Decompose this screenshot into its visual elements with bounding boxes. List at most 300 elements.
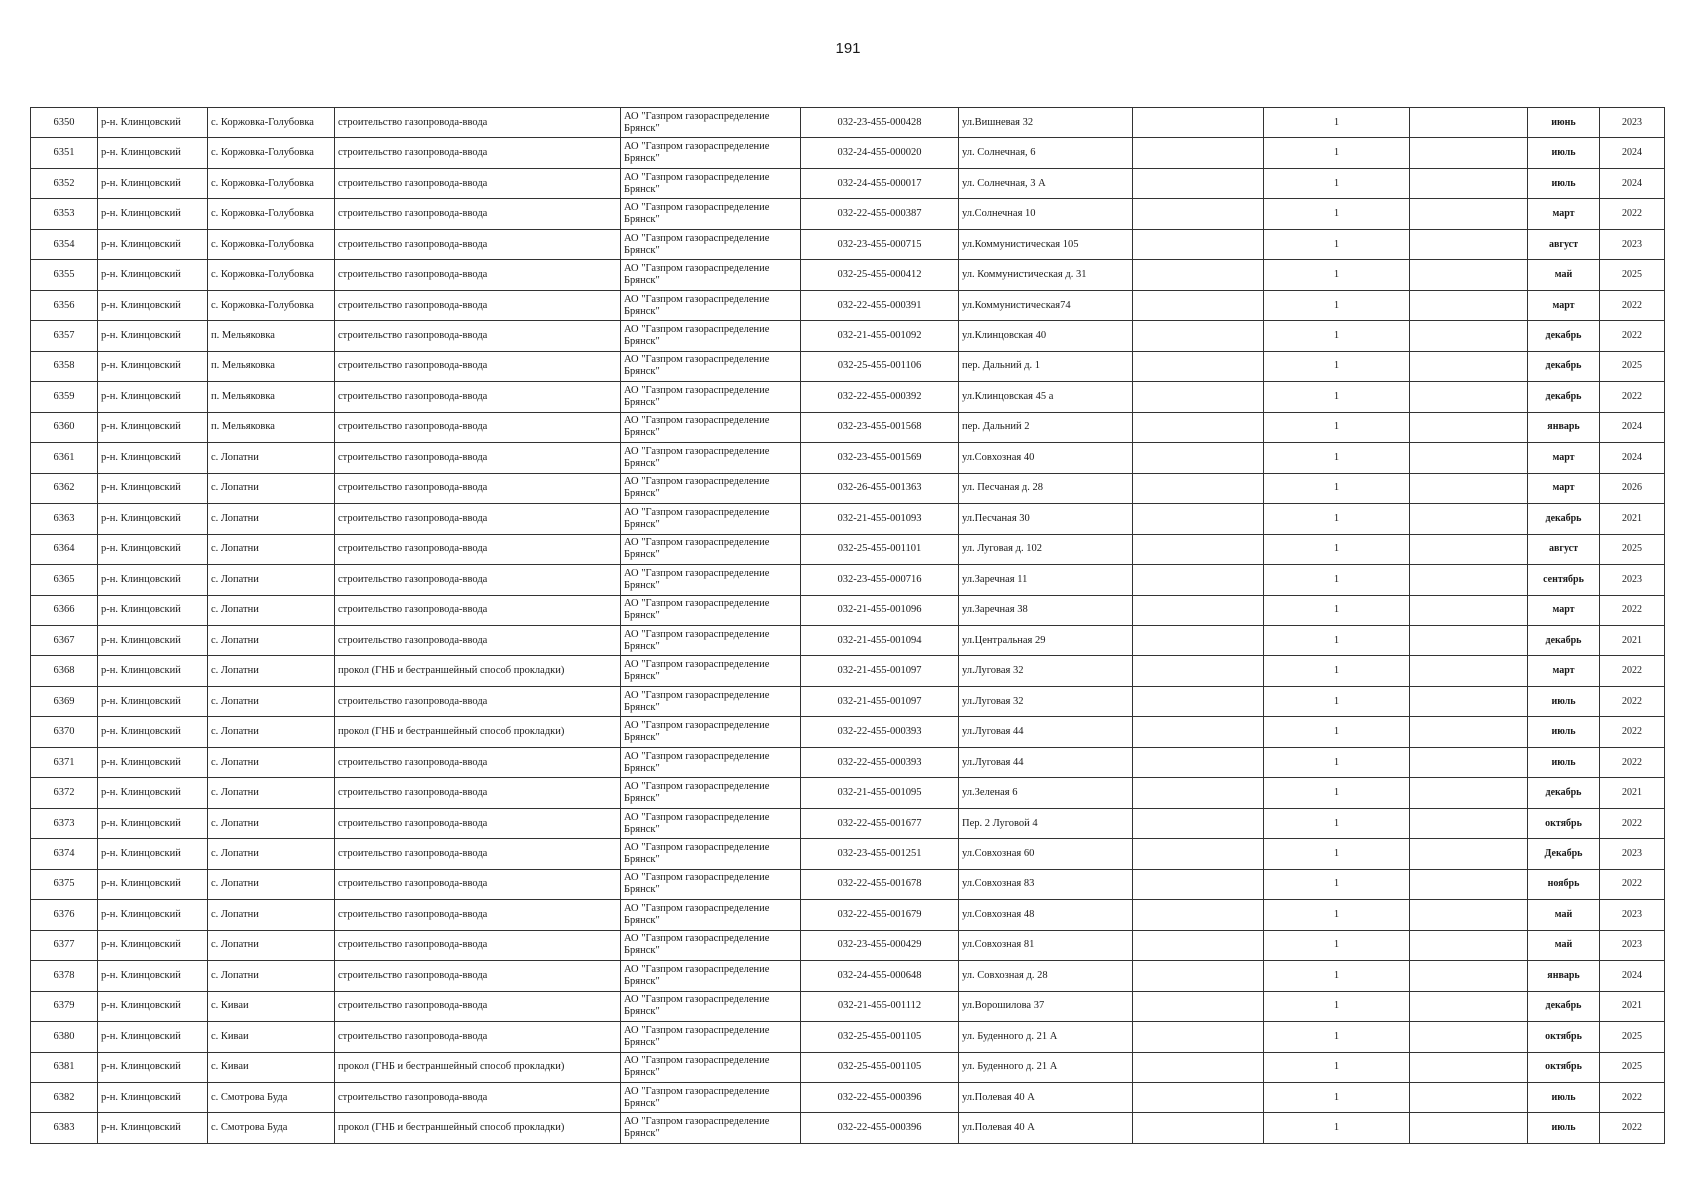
locality-cell: п. Мельяковка — [208, 382, 335, 412]
row-number: 6368 — [31, 656, 98, 686]
table-row — [31, 1113, 1665, 1144]
organization-cell: АО "Газпром газораспределение Брянск" — [621, 625, 801, 655]
year-cell: 2022 — [1600, 717, 1665, 747]
organization-cell: АО "Газпром газораспределение Брянск" — [621, 138, 801, 168]
year-cell: 2022 — [1600, 290, 1665, 320]
empty-cell — [1133, 443, 1264, 473]
work-type-cell: прокол (ГНБ и бестраншейный способ прокладки) — [335, 717, 621, 747]
row-number: 6362 — [31, 473, 98, 503]
row-number: 6377 — [31, 930, 98, 960]
empty-cell — [1410, 321, 1528, 351]
organization-cell: АО "Газпром газораспределение Брянск" — [621, 443, 801, 473]
empty-cell — [1410, 290, 1528, 320]
quantity-cell: 1 — [1264, 504, 1410, 534]
district-cell: р-н. Клинцовский — [98, 138, 208, 168]
district-cell: р-н. Клинцовский — [98, 565, 208, 595]
empty-cell — [1410, 199, 1528, 229]
district-cell: р-н. Клинцовский — [98, 534, 208, 564]
locality-cell: с. Лопатни — [208, 473, 335, 503]
address-cell: ул.Совхозная 83 — [959, 869, 1133, 899]
empty-cell — [1133, 473, 1264, 503]
organization-cell: АО "Газпром газораспределение Брянск" — [621, 1083, 801, 1113]
address-cell: ул.Заречная 38 — [959, 595, 1133, 625]
locality-cell: с. Лопатни — [208, 565, 335, 595]
month-cell: январь — [1528, 961, 1600, 991]
address-cell: Пер. 2 Луговой 4 — [959, 808, 1133, 838]
quantity-cell: 1 — [1264, 900, 1410, 930]
address-cell: ул. Совхозная д. 28 — [959, 961, 1133, 991]
table-row — [31, 565, 1665, 595]
quantity-cell: 1 — [1264, 1022, 1410, 1052]
organization-cell: АО "Газпром газораспределение Брянск" — [621, 869, 801, 899]
table-row — [31, 138, 1665, 168]
district-cell: р-н. Клинцовский — [98, 260, 208, 290]
quantity-cell: 1 — [1264, 656, 1410, 686]
address-cell: ул. Солнечная, 6 — [959, 138, 1133, 168]
quantity-cell: 1 — [1264, 108, 1410, 138]
row-number: 6370 — [31, 717, 98, 747]
empty-cell — [1133, 686, 1264, 716]
empty-cell — [1410, 900, 1528, 930]
table-row — [31, 991, 1665, 1021]
year-cell: 2022 — [1600, 321, 1665, 351]
quantity-cell: 1 — [1264, 717, 1410, 747]
year-cell: 2022 — [1600, 595, 1665, 625]
month-cell: март — [1528, 595, 1600, 625]
month-cell: январь — [1528, 412, 1600, 442]
address-cell: ул. Солнечная, 3 А — [959, 168, 1133, 198]
organization-cell: АО "Газпром газораспределение Брянск" — [621, 1052, 801, 1082]
organization-cell: АО "Газпром газораспределение Брянск" — [621, 504, 801, 534]
organization-cell: АО "Газпром газораспределение Брянск" — [621, 108, 801, 138]
empty-cell — [1410, 808, 1528, 838]
empty-cell — [1133, 991, 1264, 1021]
locality-cell: с. Коржовка-Голубовка — [208, 168, 335, 198]
address-cell: ул.Совхозная 81 — [959, 930, 1133, 960]
empty-cell — [1410, 1113, 1528, 1144]
year-cell: 2024 — [1600, 412, 1665, 442]
year-cell: 2022 — [1600, 199, 1665, 229]
object-code-cell: 032-22-455-000393 — [801, 717, 959, 747]
row-number: 6361 — [31, 443, 98, 473]
table-row — [31, 290, 1665, 320]
month-cell: июль — [1528, 717, 1600, 747]
month-cell: июль — [1528, 138, 1600, 168]
month-cell: май — [1528, 930, 1600, 960]
quantity-cell: 1 — [1264, 686, 1410, 716]
empty-cell — [1133, 290, 1264, 320]
organization-cell: АО "Газпром газораспределение Брянск" — [621, 382, 801, 412]
empty-cell — [1133, 869, 1264, 899]
year-cell: 2022 — [1600, 747, 1665, 777]
locality-cell: с. Киваи — [208, 1052, 335, 1082]
year-cell: 2022 — [1600, 1113, 1665, 1144]
district-cell: р-н. Клинцовский — [98, 991, 208, 1021]
row-number: 6350 — [31, 108, 98, 138]
quantity-cell: 1 — [1264, 534, 1410, 564]
month-cell: март — [1528, 443, 1600, 473]
quantity-cell: 1 — [1264, 778, 1410, 808]
district-cell: р-н. Клинцовский — [98, 229, 208, 259]
year-cell: 2025 — [1600, 260, 1665, 290]
empty-cell — [1133, 199, 1264, 229]
year-cell: 2024 — [1600, 168, 1665, 198]
year-cell: 2022 — [1600, 808, 1665, 838]
empty-cell — [1133, 138, 1264, 168]
locality-cell: п. Мельяковка — [208, 351, 335, 381]
organization-cell: АО "Газпром газораспределение Брянск" — [621, 991, 801, 1021]
locality-cell: с. Смотрова Буда — [208, 1083, 335, 1113]
row-number: 6374 — [31, 839, 98, 869]
table-row — [31, 839, 1665, 869]
organization-cell: АО "Газпром газораспределение Брянск" — [621, 565, 801, 595]
empty-cell — [1410, 260, 1528, 290]
address-cell: ул.Клинцовская 40 — [959, 321, 1133, 351]
row-number: 6360 — [31, 412, 98, 442]
empty-cell — [1133, 412, 1264, 442]
locality-cell: с. Коржовка-Голубовка — [208, 260, 335, 290]
district-cell: р-н. Клинцовский — [98, 168, 208, 198]
organization-cell: АО "Газпром газораспределение Брянск" — [621, 473, 801, 503]
table-row — [31, 930, 1665, 960]
work-type-cell: строительство газопровода-ввода — [335, 961, 621, 991]
row-number: 6375 — [31, 869, 98, 899]
month-cell: март — [1528, 199, 1600, 229]
object-code-cell: 032-25-455-000412 — [801, 260, 959, 290]
empty-cell — [1133, 808, 1264, 838]
empty-cell — [1133, 260, 1264, 290]
object-code-cell: 032-26-455-001363 — [801, 473, 959, 503]
work-type-cell: строительство газопровода-ввода — [335, 199, 621, 229]
quantity-cell: 1 — [1264, 747, 1410, 777]
work-type-cell: строительство газопровода-ввода — [335, 108, 621, 138]
register-table — [30, 107, 1665, 1144]
district-cell: р-н. Клинцовский — [98, 717, 208, 747]
object-code-cell: 032-23-455-000715 — [801, 229, 959, 259]
locality-cell: с. Коржовка-Голубовка — [208, 108, 335, 138]
row-number: 6352 — [31, 168, 98, 198]
work-type-cell: строительство газопровода-ввода — [335, 595, 621, 625]
empty-cell — [1133, 504, 1264, 534]
district-cell: р-н. Клинцовский — [98, 1052, 208, 1082]
work-type-cell: строительство газопровода-ввода — [335, 991, 621, 1021]
month-cell: ноябрь — [1528, 869, 1600, 899]
row-number: 6365 — [31, 565, 98, 595]
month-cell: октябрь — [1528, 808, 1600, 838]
address-cell: ул.Коммунистическая 105 — [959, 229, 1133, 259]
locality-cell: с. Коржовка-Голубовка — [208, 229, 335, 259]
locality-cell: с. Лопатни — [208, 839, 335, 869]
locality-cell: с. Лопатни — [208, 686, 335, 716]
year-cell: 2025 — [1600, 351, 1665, 381]
year-cell: 2025 — [1600, 534, 1665, 564]
address-cell: ул.Совхозная 40 — [959, 443, 1133, 473]
empty-cell — [1133, 900, 1264, 930]
object-code-cell: 032-21-455-001097 — [801, 686, 959, 716]
object-code-cell: 032-23-455-001568 — [801, 412, 959, 442]
empty-cell — [1410, 168, 1528, 198]
address-cell: ул.Вишневая 32 — [959, 108, 1133, 138]
organization-cell: АО "Газпром газораспределение Брянск" — [621, 290, 801, 320]
locality-cell: с. Смотрова Буда — [208, 1113, 335, 1144]
object-code-cell: 032-21-455-001092 — [801, 321, 959, 351]
locality-cell: с. Лопатни — [208, 747, 335, 777]
quantity-cell: 1 — [1264, 930, 1410, 960]
address-cell: ул.Ворошилова 37 — [959, 991, 1133, 1021]
organization-cell: АО "Газпром газораспределение Брянск" — [621, 930, 801, 960]
locality-cell: с. Коржовка-Голубовка — [208, 290, 335, 320]
month-cell: август — [1528, 229, 1600, 259]
year-cell: 2024 — [1600, 138, 1665, 168]
row-number: 6378 — [31, 961, 98, 991]
row-number: 6358 — [31, 351, 98, 381]
row-number: 6354 — [31, 229, 98, 259]
locality-cell: с. Лопатни — [208, 656, 335, 686]
work-type-cell: строительство газопровода-ввода — [335, 351, 621, 381]
work-type-cell: строительство газопровода-ввода — [335, 1083, 621, 1113]
district-cell: р-н. Клинцовский — [98, 290, 208, 320]
empty-cell — [1410, 565, 1528, 595]
quantity-cell: 1 — [1264, 1113, 1410, 1144]
locality-cell: с. Киваи — [208, 991, 335, 1021]
address-cell: ул.Клинцовская 45 а — [959, 382, 1133, 412]
organization-cell: АО "Газпром газораспределение Брянск" — [621, 900, 801, 930]
district-cell: р-н. Клинцовский — [98, 686, 208, 716]
object-code-cell: 032-23-455-001251 — [801, 839, 959, 869]
table-row — [31, 534, 1665, 564]
empty-cell — [1410, 108, 1528, 138]
row-number: 6357 — [31, 321, 98, 351]
month-cell: декабрь — [1528, 382, 1600, 412]
empty-cell — [1410, 869, 1528, 899]
work-type-cell: строительство газопровода-ввода — [335, 382, 621, 412]
empty-cell — [1410, 839, 1528, 869]
work-type-cell: прокол (ГНБ и бестраншейный способ прокладки) — [335, 1113, 621, 1144]
empty-cell — [1410, 625, 1528, 655]
object-code-cell: 032-23-455-000716 — [801, 565, 959, 595]
locality-cell: с. Лопатни — [208, 504, 335, 534]
row-number: 6363 — [31, 504, 98, 534]
quantity-cell: 1 — [1264, 808, 1410, 838]
quantity-cell: 1 — [1264, 443, 1410, 473]
object-code-cell: 032-22-455-000391 — [801, 290, 959, 320]
quantity-cell: 1 — [1264, 138, 1410, 168]
district-cell: р-н. Клинцовский — [98, 412, 208, 442]
work-type-cell: строительство газопровода-ввода — [335, 290, 621, 320]
quantity-cell: 1 — [1264, 260, 1410, 290]
locality-cell: п. Мельяковка — [208, 321, 335, 351]
month-cell: июнь — [1528, 108, 1600, 138]
empty-cell — [1133, 839, 1264, 869]
empty-cell — [1133, 534, 1264, 564]
quantity-cell: 1 — [1264, 595, 1410, 625]
object-code-cell: 032-21-455-001096 — [801, 595, 959, 625]
month-cell: декабрь — [1528, 991, 1600, 1021]
district-cell: р-н. Клинцовский — [98, 656, 208, 686]
row-number: 6382 — [31, 1083, 98, 1113]
year-cell: 2022 — [1600, 382, 1665, 412]
month-cell: июль — [1528, 1083, 1600, 1113]
address-cell: ул.Песчаная 30 — [959, 504, 1133, 534]
empty-cell — [1410, 1022, 1528, 1052]
work-type-cell: строительство газопровода-ввода — [335, 534, 621, 564]
work-type-cell: строительство газопровода-ввода — [335, 686, 621, 716]
work-type-cell: строительство газопровода-ввода — [335, 260, 621, 290]
organization-cell: АО "Газпром газораспределение Брянск" — [621, 321, 801, 351]
year-cell: 2023 — [1600, 839, 1665, 869]
year-cell: 2023 — [1600, 229, 1665, 259]
empty-cell — [1410, 504, 1528, 534]
empty-cell — [1410, 534, 1528, 564]
month-cell: июль — [1528, 747, 1600, 777]
empty-cell — [1133, 595, 1264, 625]
page-number: 191 — [835, 40, 861, 57]
empty-cell — [1410, 656, 1528, 686]
month-cell: сентябрь — [1528, 565, 1600, 595]
work-type-cell: строительство газопровода-ввода — [335, 747, 621, 777]
empty-cell — [1410, 930, 1528, 960]
object-code-cell: 032-22-455-000392 — [801, 382, 959, 412]
work-type-cell: строительство газопровода-ввода — [335, 138, 621, 168]
object-code-cell: 032-22-455-001677 — [801, 808, 959, 838]
register-rows — [31, 108, 1665, 1144]
quantity-cell: 1 — [1264, 991, 1410, 1021]
empty-cell — [1410, 351, 1528, 381]
locality-cell: с. Лопатни — [208, 961, 335, 991]
work-type-cell: строительство газопровода-ввода — [335, 930, 621, 960]
address-cell: ул.Зеленая 6 — [959, 778, 1133, 808]
organization-cell: АО "Газпром газораспределение Брянск" — [621, 168, 801, 198]
table-row — [31, 961, 1665, 991]
year-cell: 2021 — [1600, 625, 1665, 655]
work-type-cell: строительство газопровода-ввода — [335, 565, 621, 595]
address-cell: ул.Солнечная 10 — [959, 199, 1133, 229]
table-row — [31, 382, 1665, 412]
table-row — [31, 1083, 1665, 1113]
table-row — [31, 504, 1665, 534]
organization-cell: АО "Газпром газораспределение Брянск" — [621, 717, 801, 747]
object-code-cell: 032-25-455-001101 — [801, 534, 959, 564]
row-number: 6369 — [31, 686, 98, 716]
empty-cell — [1410, 991, 1528, 1021]
district-cell: р-н. Клинцовский — [98, 504, 208, 534]
empty-cell — [1410, 1083, 1528, 1113]
object-code-cell: 032-22-455-000396 — [801, 1113, 959, 1144]
address-cell: ул. Буденного д. 21 А — [959, 1022, 1133, 1052]
table-row — [31, 321, 1665, 351]
object-code-cell: 032-23-455-000429 — [801, 930, 959, 960]
month-cell: декабрь — [1528, 321, 1600, 351]
locality-cell: с. Лопатни — [208, 717, 335, 747]
address-cell: ул.Полевая 40 А — [959, 1083, 1133, 1113]
address-cell: ул.Заречная 11 — [959, 565, 1133, 595]
organization-cell: АО "Газпром газораспределение Брянск" — [621, 686, 801, 716]
work-type-cell: строительство газопровода-ввода — [335, 869, 621, 899]
quantity-cell: 1 — [1264, 351, 1410, 381]
empty-cell — [1410, 229, 1528, 259]
empty-cell — [1133, 1113, 1264, 1144]
quantity-cell: 1 — [1264, 473, 1410, 503]
table-row — [31, 229, 1665, 259]
empty-cell — [1410, 382, 1528, 412]
year-cell: 2021 — [1600, 504, 1665, 534]
address-cell: пер. Дальний 2 — [959, 412, 1133, 442]
work-type-cell: прокол (ГНБ и бестраншейный способ прокладки) — [335, 1052, 621, 1082]
year-cell: 2023 — [1600, 930, 1665, 960]
address-cell: пер. Дальний д. 1 — [959, 351, 1133, 381]
empty-cell — [1133, 229, 1264, 259]
object-code-cell: 032-22-455-000396 — [801, 1083, 959, 1113]
organization-cell: АО "Газпром газораспределение Брянск" — [621, 412, 801, 442]
empty-cell — [1133, 321, 1264, 351]
object-code-cell: 032-24-455-000017 — [801, 168, 959, 198]
empty-cell — [1133, 717, 1264, 747]
table-row — [31, 351, 1665, 381]
object-code-cell: 032-21-455-001112 — [801, 991, 959, 1021]
row-number: 6372 — [31, 778, 98, 808]
work-type-cell: строительство газопровода-ввода — [335, 168, 621, 198]
work-type-cell: прокол (ГНБ и бестраншейный способ прокладки) — [335, 656, 621, 686]
work-type-cell: строительство газопровода-ввода — [335, 473, 621, 503]
year-cell: 2023 — [1600, 565, 1665, 595]
table-row — [31, 747, 1665, 777]
district-cell: р-н. Клинцовский — [98, 930, 208, 960]
month-cell: март — [1528, 473, 1600, 503]
work-type-cell: строительство газопровода-ввода — [335, 625, 621, 655]
address-cell: ул.Совхозная 48 — [959, 900, 1133, 930]
table-row — [31, 1052, 1665, 1082]
empty-cell — [1133, 625, 1264, 655]
organization-cell: АО "Газпром газораспределение Брянск" — [621, 839, 801, 869]
address-cell: ул.Луговая 44 — [959, 747, 1133, 777]
organization-cell: АО "Газпром газораспределение Брянск" — [621, 199, 801, 229]
locality-cell: с. Лопатни — [208, 900, 335, 930]
organization-cell: АО "Газпром газораспределение Брянск" — [621, 351, 801, 381]
organization-cell: АО "Газпром газораспределение Брянск" — [621, 961, 801, 991]
district-cell: р-н. Клинцовский — [98, 839, 208, 869]
row-number: 6376 — [31, 900, 98, 930]
object-code-cell: 032-21-455-001094 — [801, 625, 959, 655]
address-cell: ул. Песчаная д. 28 — [959, 473, 1133, 503]
year-cell: 2024 — [1600, 443, 1665, 473]
month-cell: июль — [1528, 1113, 1600, 1144]
year-cell: 2023 — [1600, 900, 1665, 930]
locality-cell: с. Лопатни — [208, 930, 335, 960]
empty-cell — [1133, 656, 1264, 686]
organization-cell: АО "Газпром газораспределение Брянск" — [621, 534, 801, 564]
year-cell: 2025 — [1600, 1052, 1665, 1082]
table-row — [31, 1022, 1665, 1052]
district-cell: р-н. Клинцовский — [98, 382, 208, 412]
row-number: 6367 — [31, 625, 98, 655]
row-number: 6364 — [31, 534, 98, 564]
month-cell: июль — [1528, 686, 1600, 716]
district-cell: р-н. Клинцовский — [98, 351, 208, 381]
month-cell: октябрь — [1528, 1052, 1600, 1082]
address-cell: ул. Коммунистическая д. 31 — [959, 260, 1133, 290]
work-type-cell: строительство газопровода-ввода — [335, 900, 621, 930]
work-type-cell: строительство газопровода-ввода — [335, 778, 621, 808]
year-cell: 2022 — [1600, 686, 1665, 716]
locality-cell: с. Лопатни — [208, 625, 335, 655]
table-row — [31, 473, 1665, 503]
address-cell: ул.Луговая 32 — [959, 686, 1133, 716]
empty-cell — [1410, 747, 1528, 777]
year-cell: 2022 — [1600, 869, 1665, 899]
district-cell: р-н. Клинцовский — [98, 808, 208, 838]
year-cell: 2024 — [1600, 961, 1665, 991]
object-code-cell: 032-25-455-001105 — [801, 1052, 959, 1082]
